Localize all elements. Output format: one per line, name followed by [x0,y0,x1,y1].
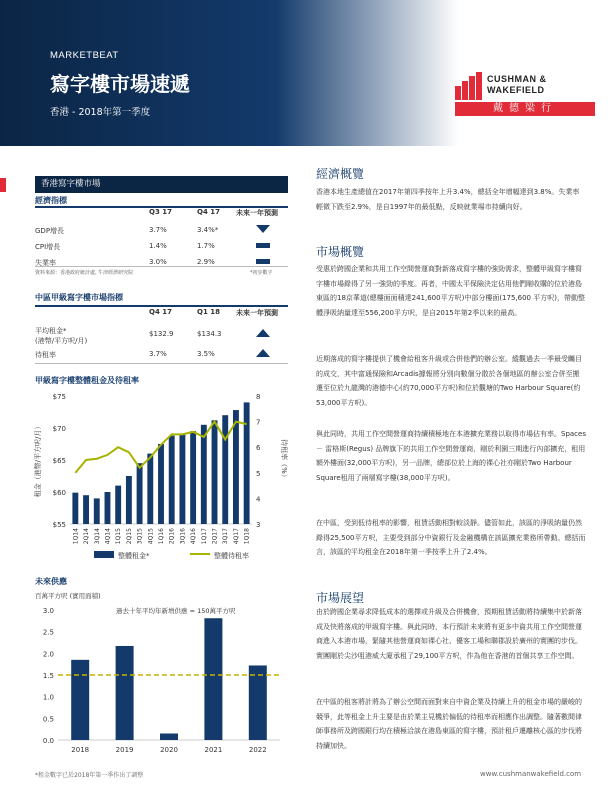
y-tick-label: $70 [52,425,66,433]
row-value: 3.7% [149,350,167,358]
rent-bar [222,415,228,524]
x-tick-label: 4Q15 [147,528,155,545]
future-supply-chart [30,590,292,762]
x-tick-label: 3Q17 [222,528,230,545]
rent-bar [83,495,89,524]
row-label: GDP增長 [35,227,65,235]
supply-bar [160,734,178,741]
x-tick-label: 2019 [115,746,134,754]
y-axis-title: 租金（港幣/平方呎/月） [34,422,42,498]
logo-name-line1: CUSHMAN & [487,74,547,84]
market-paragraph: 與此同時，共用工作空間營運商持續積極地在本港擴充業務以取得市場佔有率。Spaces － 雷格斯(Regus) 品牌旗下的共用工作空間營運商，剛於利園三期進行內部擴充，租用額外樓面(32,000平方呎)，另一品牌，總部位於上海的裸心社亦剛於Two Harbour Square租用了兩層寫字樓(38,000平方呎)。 [316,430,586,482]
up-triangle-icon [256,329,270,338]
rent-bar [94,498,100,524]
economic-heading: 經濟指標 [35,196,67,205]
y2-tick-label: 8 [256,393,261,401]
supply-bar [116,646,134,740]
supply-bar [204,618,222,740]
rent-bar [169,436,175,524]
y-tick-label: 1.0 [42,693,54,702]
y-tick-label: $65 [52,457,66,465]
company-logo [455,72,595,112]
col-header: Q4 17 [197,208,220,216]
website-link[interactable]: www.cushmanwakefield.com [480,770,582,778]
chart2-title: 未來供應 [35,577,67,586]
y2-tick-label: 3 [256,521,261,529]
legend-label-rent: 整體租金* [118,552,150,560]
row-value: 3.0% [149,258,167,266]
logo-chinese-name: 戴德梁行 [455,102,595,116]
rent-bar [190,431,196,524]
down-triangle-icon [256,225,270,234]
y2-tick-label: 7 [256,418,261,427]
x-tick-label: 3Q15 [136,528,144,545]
y2-tick-label: 4 [256,495,261,504]
rent-bar [212,420,218,524]
x-tick-label: 1Q14 [72,528,80,545]
row-value: $132.9 [149,330,174,338]
brand-line: MARKETBEAT [50,50,119,61]
x-tick-label: 4Q14 [104,528,112,545]
x-tick-label: 2022 [248,746,267,754]
col-header: 未來一年預測 [236,309,278,317]
divider [35,363,288,364]
up-triangle-icon [256,349,270,358]
outlook-title: 市場展望 [316,591,365,605]
grade-a-heading: 中區甲級寫字樓市場指標 [35,293,123,302]
economy-text: 香港本地生產總值在2017年第四季按年上升3.4%，總括全年增幅達到3.8%。失業率輕微下跌至2.9%，是自1997年的最低點，反映就業場市持續向好。 [316,188,580,211]
y-tick-label: $55 [52,521,66,529]
y2-tick-label: 6 [256,444,261,453]
outlook-paragraph: 在中區的租客將計將為了辦公空間而面對來自中資企業及持續上升的租金市場的嚴峻的競爭，此等租金上升主要是由於業主見機於偏低的待租率而相應作出調整。隨著數間律師事務所及跨國銀行均在積極洽談在港島東區的寫字樓，預計租戶遷離核心區的步伐將持續加快。 [316,698,582,750]
y-tick-label: 2.5 [42,628,54,637]
supply-bar [249,665,267,740]
section-bar: 香港寫字樓市場 [35,176,288,193]
rent-bar [137,463,143,524]
y2-axis-title: 待租率（%） [280,439,288,481]
x-tick-label: 2Q14 [83,528,91,545]
rent-vacancy-chart [30,388,292,568]
flat-bar-icon [256,259,270,265]
legend-swatch-rent [94,551,114,558]
row-value: 2.9% [197,258,215,266]
market-paragraph: 受惠於跨國企業和共用工作空間營運商對新落成寫字樓的強勁需求，整體甲級寫字樓寫字樓市場錄得了另一強勁的季度。再者，中國太平保險決定佔用他們剛收購的位於港島東區的18京華道(總樓面面積達241,600平方呎)中部分樓面(175,600 平方呎)，帶動整體淨吸納量達至556,200平方呎，是自2015年第2季以來的最高。 [316,265,585,317]
economy-title: 經濟概覽 [316,167,365,181]
x-tick-label: 3Q16 [179,528,187,545]
x-tick-label: 1Q16 [158,528,165,545]
rent-bar [105,492,111,524]
logo-name-line2: WAKEFIELD [487,85,545,95]
col-header: 未來一年預測 [236,209,278,217]
row-value: 1.4% [149,242,167,250]
logo-mark-icon [455,72,483,100]
rent-bar [147,454,153,524]
flat-bar-icon [256,243,270,249]
prelim-note: *初步數字 [250,270,273,276]
page-subtitle: 香港 - 2018年第一季度 [50,107,151,118]
row-label: CPI增長 [35,243,61,251]
rent-bar [233,410,239,524]
y-tick-label: 0.0 [42,737,54,745]
y-tick-label: 3.0 [42,607,54,615]
x-tick-label: 2Q16 [168,528,176,545]
x-tick-label: 2Q15 [125,528,133,545]
annotation: 過去十年平均年新增供應 = 150萬平方呎 [116,607,236,615]
row-label: 平均租金* [35,327,67,335]
rent-bar [115,486,121,524]
accent-bar [0,178,6,192]
x-tick-label: 1Q15 [115,528,123,545]
divider [35,266,288,267]
y-tick-label: $75 [52,393,66,401]
row-value: 3.5% [197,350,215,358]
x-tick-label: 1Q18 [243,528,251,545]
rent-bar [244,402,250,524]
x-tick-label: 2021 [204,746,223,754]
footnote: *租金數字已於2018年第一季作出了調整 [35,772,144,779]
legend-label-vacancy: 整體待租率 [214,552,249,560]
col-header: Q4 17 [149,308,172,316]
x-tick-label: 2Q17 [211,528,219,545]
row-value: 3.4%* [197,226,219,234]
y-axis-title: 百萬平方呎 (實用面積) [35,592,101,600]
rent-bar [179,434,185,524]
chart1-title: 甲級寫字樓整體租金及待租率 [35,376,139,385]
x-tick-label: 4Q16 [190,528,198,545]
y-tick-label: 2.0 [42,650,54,659]
rent-bar [72,493,78,524]
col-header: Q3 17 [149,208,172,216]
x-tick-label: 3Q14 [93,528,101,545]
outlook-paragraph: 由於跨國企業尋求降低成本的選擇或升級及合併機會，預期租賃活動將持續集中於新落成及快將落成的甲級寫字樓。與此同時，本行預計未來將有更多中資共用工作空間營運商進入本港市場，緊隨其他營運商如裸心社、優客工場和聯郡設於廣州的實團的步伐。實團剛於尖沙咀港威大廈承租了29,100平方呎，作為他在香港的首個共享工作空間。 [316,608,582,660]
col-header: Q1 18 [197,308,220,316]
rent-bar [201,425,207,524]
page-title: 寫字樓市場速遞 [50,72,190,96]
row-value: 3.7% [149,226,167,234]
x-tick-label: 4Q17 [232,528,240,545]
row-value: 1.7% [197,242,215,250]
row-label: 待租率 [35,351,56,359]
divider [35,305,288,307]
y-tick-label: 0.5 [42,715,54,724]
market-paragraph: 在中區，受到低待租率的影響，租賃活動相對較淡靜。儘管如此，該區的淨吸納量仍然錄得25,500平方呎，主要受到部分中資銀行及金融機構在該區擴充業務所帶動。總括而言，該區的平均租金在2018年第一季按季上升了2.4%。 [316,519,586,557]
market-paragraph: 近期落成的寫字樓提供了機會給租客升級或合併他們的辦公室。縱觀過去一季最受矚目的成交，其中富通保險和Arcadis據報將分別向數個分散於各個地區的辦公室合併至搬遷至位於九龍灣的港德中心(約70,000平方呎)和位於觀塘的Two Harbour Square(約53,000平方呎)。 [316,355,582,407]
supply-bar [71,660,89,740]
x-tick-label: 2020 [160,746,178,754]
x-tick-label: 2018 [71,746,90,754]
y2-tick-label: 5 [256,469,261,478]
rent-bar [158,444,164,524]
x-tick-label: 1Q17 [200,528,208,545]
row-label-unit: (港幣/平方呎/月) [35,337,88,345]
rent-bar [126,476,132,524]
row-label: 失業率 [35,259,56,267]
row-value: $134.3 [197,330,222,338]
y-tick-label: $60 [52,489,66,497]
market-title: 市場概覽 [316,245,365,259]
y-tick-label: 1.5 [42,672,54,680]
source-note: 資料來源：香港政府統計處, 牛津經濟研究院 [35,270,134,276]
